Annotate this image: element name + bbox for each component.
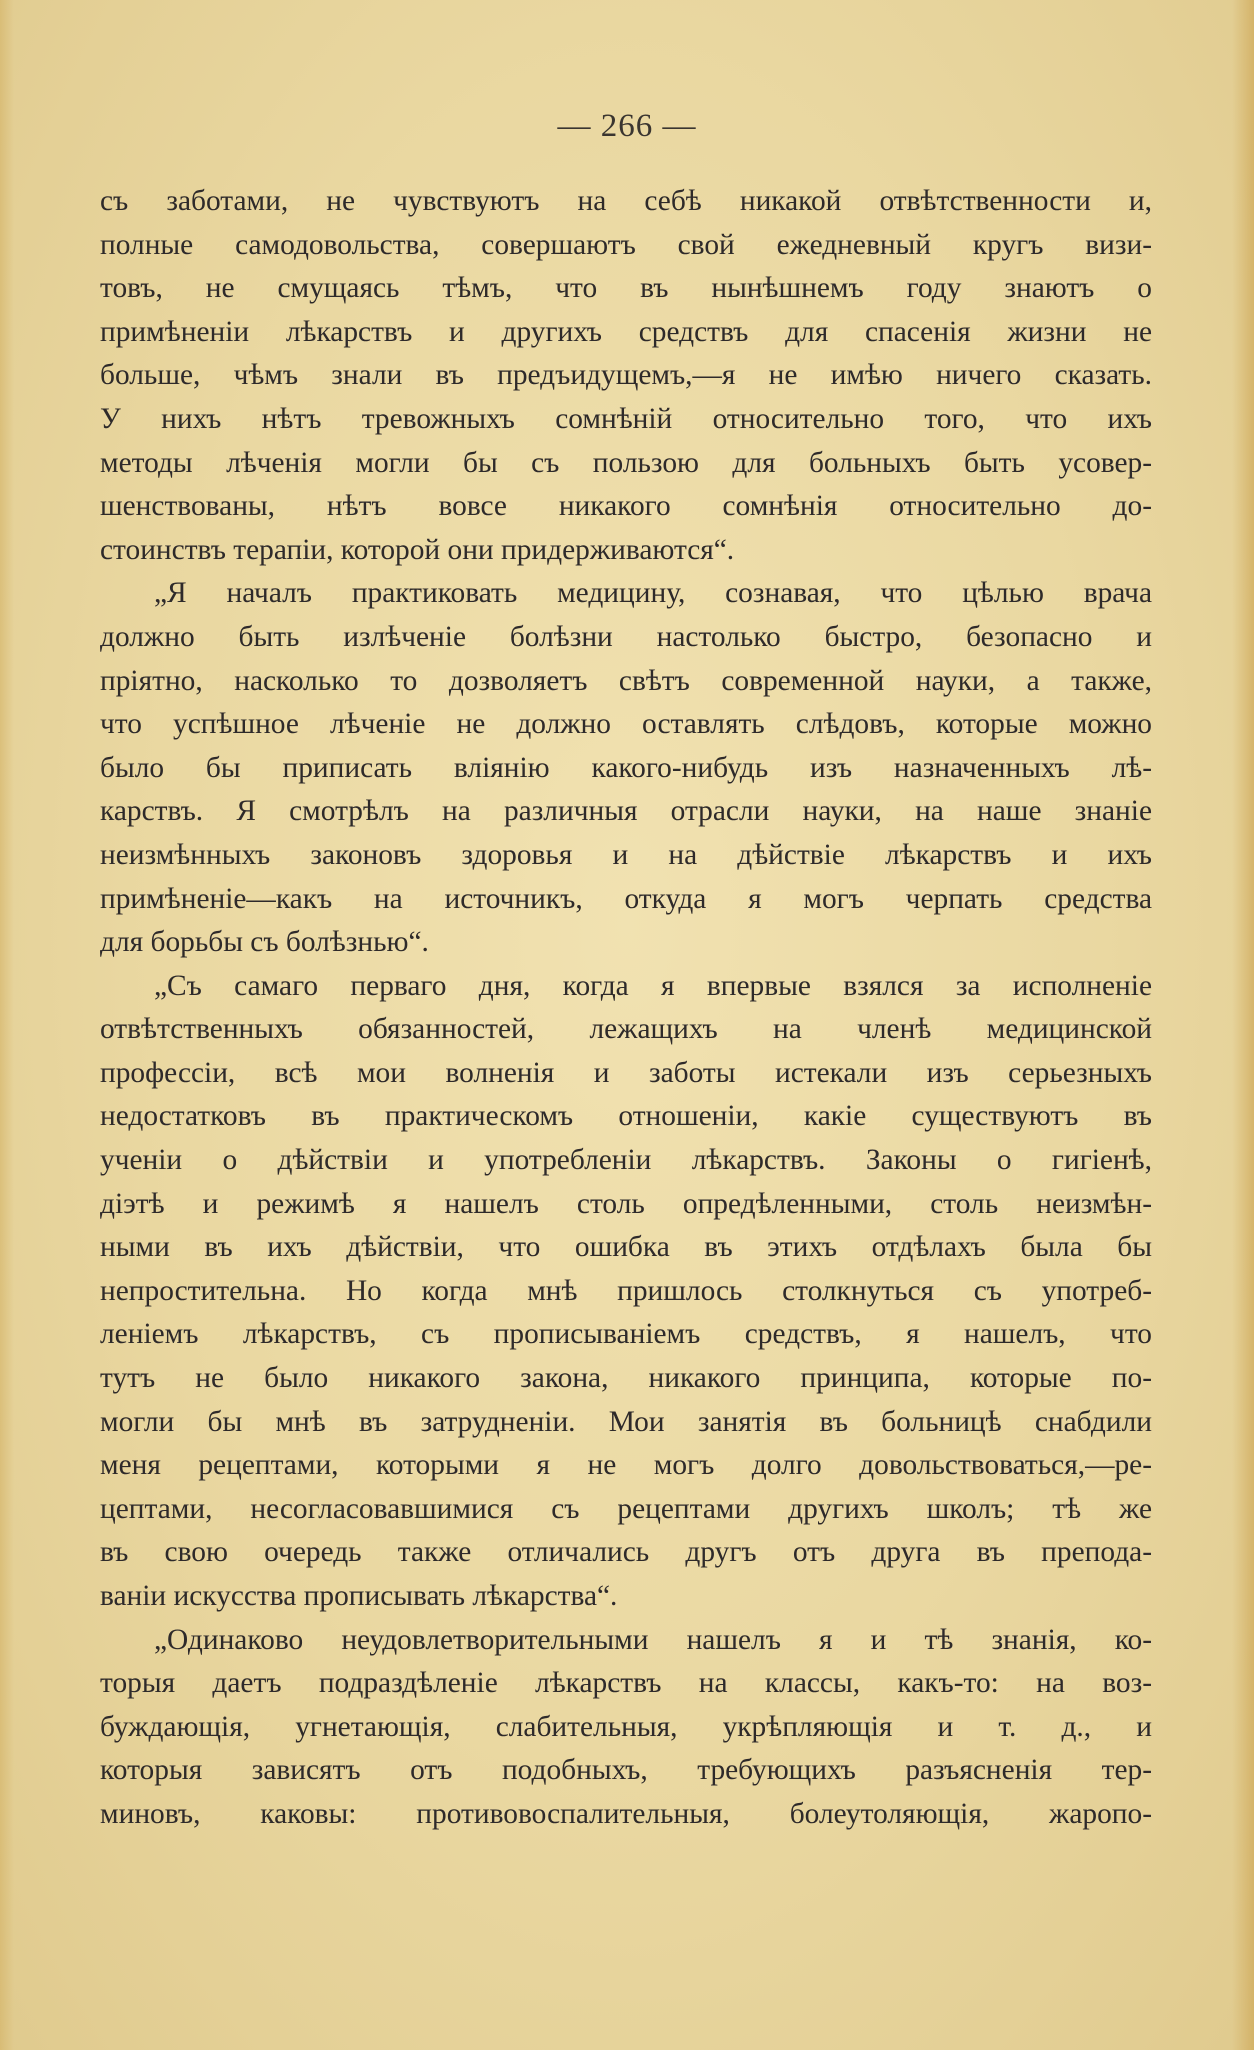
paragraph-4 [100, 1619, 1152, 1837]
body-text [100, 180, 1152, 1837]
text-line: торыя даетъ подраздѣленіе лѣкарствъ на классы, какъ-то: на воз- [100, 1667, 1152, 1700]
text-line: должно быть излѣченіе болѣзни настолько быстро, безопасно и [100, 620, 1152, 653]
paragraph-3 [100, 965, 1152, 1619]
text-line: профессіи, всѣ мои волненія и заботы истекали изъ серьезныхъ [100, 1056, 1152, 1089]
text-line: съ заботами, не чувствуютъ на себѣ никакой отвѣтственности и, [100, 185, 1152, 217]
text-line: пріятно, насколько то дозволяетъ свѣтъ современной науки, а также, [100, 664, 1152, 697]
text-line: „Съ самаго перваго дня, когда я впервые взялся за исполненіе [154, 969, 1152, 1002]
text-line: отвѣтственныхъ обязанностей, лежащихъ на членѣ медицинской [100, 1013, 1152, 1046]
text-line: примѣненіи лѣкарствъ и другихъ средствъ для спасенія жизни не [100, 315, 1152, 348]
text-line: стоинствъ терапіи, которой они придерживаются“. [100, 533, 735, 566]
text-line: больше, чѣмъ знали въ предъидущемъ,—я не имѣю ничего сказать. [100, 359, 1152, 392]
text-line: неизмѣнныхъ законовъ здоровья и на дѣйствіе лѣкарствъ и ихъ [100, 838, 1152, 871]
text-line: „Я началъ практиковать медицину, сознавая, что цѣлью врача [154, 577, 1152, 610]
text-line: въ свою очередь также отличались другъ отъ друга въ препода- [100, 1536, 1152, 1569]
text-line: ными въ ихъ дѣйствіи, что ошибка въ этихъ отдѣлахъ была бы [100, 1231, 1152, 1264]
text-line: было бы приписать вліянію какого-нибудь изъ назначенныхъ лѣ- [100, 751, 1152, 784]
text-line: которыя зависятъ отъ подобныхъ, требующихъ разъясненія тер- [100, 1754, 1152, 1787]
text-line: карствъ. Я смотрѣлъ на различныя отрасли науки, на наше знаніе [100, 795, 1152, 828]
text-line: методы лѣченія могли бы съ пользою для больныхъ быть усовер- [100, 446, 1152, 479]
text-line: примѣненіе—какъ на источникъ, откуда я могъ черпать средства [100, 882, 1152, 915]
page-right-edge-shadow [1232, 0, 1254, 2050]
text-line: буждающія, угнетающія, слабительныя, укрѣпляющія и т. д., и [100, 1710, 1152, 1743]
text-line: цептами, несогласовавшимися съ рецептами другихъ школъ; тѣ же [100, 1492, 1152, 1525]
text-line: „Одинаково неудовлетворительными нашелъ я и тѣ знанія, ко- [154, 1623, 1152, 1656]
text-line: діэтѣ и режимѣ я нашелъ столь опредѣленными, столь неизмѣн- [100, 1187, 1152, 1220]
text-line: полные самодовольства, совершаютъ свой ежедневный кругъ визи- [100, 228, 1152, 261]
text-line: леніемъ лѣкарствъ, съ прописываніемъ средствъ, я нашелъ, что [100, 1318, 1152, 1351]
text-line: могли бы мнѣ въ затрудненіи. Мои занятія въ больницѣ снабдили [100, 1405, 1152, 1438]
text-line: товъ, не смущаясь тѣмъ, что въ нынѣшнемъ году знаютъ о [100, 272, 1152, 305]
text-line: что успѣшное лѣченіе не должно оставлять слѣдовъ, которые можно [100, 708, 1152, 741]
text-line: шенствованы, нѣтъ вовсе никакого сомнѣнія относительно до- [100, 490, 1152, 523]
page-number: — 266 — [557, 108, 697, 144]
text-line: миновъ, каковы: противовоспалительныя, болеутоляющія, жаропо- [100, 1797, 1152, 1830]
text-line: ваніи искусства прописывать лѣкарства“. [100, 1580, 618, 1612]
text-line: меня рецептами, которыми я не могъ долго довольствоваться,—ре- [100, 1449, 1152, 1482]
paragraph-2 [100, 572, 1152, 964]
text-line: недостатковъ въ практическомъ отношеніи, какіе существуютъ въ [100, 1100, 1152, 1133]
text-line: непростительна. Но когда мнѣ пришлось столкнуться съ употреб- [100, 1274, 1152, 1307]
paragraph-1 [100, 180, 1152, 572]
text-line: для борьбы съ болѣзнью“. [100, 926, 429, 959]
text-line: тутъ не было никакого закона, никакого принципа, которые по- [100, 1362, 1152, 1395]
page-left-edge-shadow [0, 0, 14, 2050]
text-line: У нихъ нѣтъ тревожныхъ сомнѣній относительно того, что ихъ [100, 402, 1152, 435]
text-line: ученіи о дѣйствіи и употребленіи лѣкарствъ. Законы о гигіенѣ, [100, 1144, 1152, 1177]
